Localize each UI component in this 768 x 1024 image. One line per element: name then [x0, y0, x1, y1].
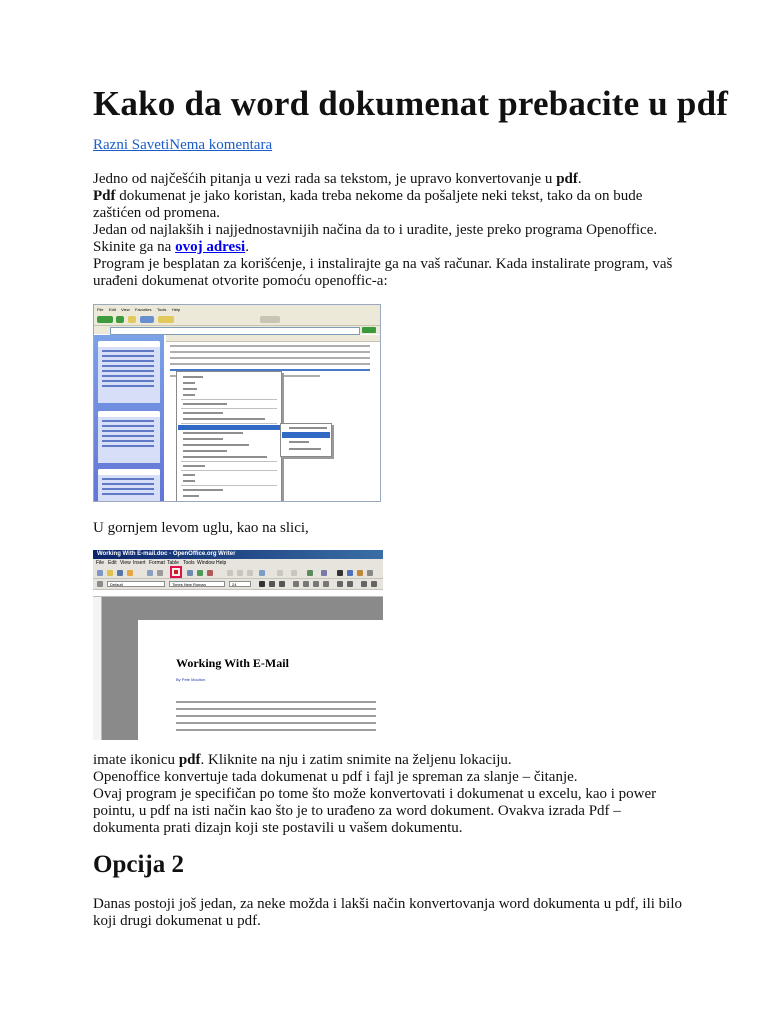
intro-line-1-text: Jedno od najčešćih pitanja u vezi rada sa tekstom, je upravo konvertovanje u [93, 171, 557, 187]
open-with-submenu [280, 423, 332, 457]
address-field [110, 327, 360, 335]
file-row [170, 345, 370, 347]
paste-icon [247, 570, 253, 576]
font-size-select[interactable] [229, 581, 251, 587]
search-icon [140, 316, 154, 323]
after-text [93, 752, 683, 837]
email-icon [127, 570, 133, 576]
document-text-line [176, 729, 376, 731]
download-link[interactable]: ovoj adresi [175, 239, 246, 255]
open-icon [107, 570, 113, 576]
save-icon [117, 570, 123, 576]
styles-icon [97, 581, 103, 587]
find-icon [337, 570, 343, 576]
copy-icon [237, 570, 243, 576]
document-text-line [176, 715, 376, 717]
cut-icon [227, 570, 233, 576]
intro-line-4-text: Program je besplatan za korišćenje, i instalirajte ga na vaš računar. Kada instalirate program, vaš urađeni dokumenat otvorite pomoću openoffic-a: [93, 256, 673, 289]
after-line-1-end: . Kliknite na nju i zatim snimite na željenu lokaciju. [200, 752, 512, 768]
explorer-menu-favorites: Favorites [135, 307, 152, 312]
file-row [170, 357, 370, 359]
go-icon [362, 327, 376, 333]
redo-icon [291, 570, 297, 576]
writer-menu-tools: Tools [183, 560, 195, 566]
align-left-icon [293, 581, 299, 587]
after-line-2-text: Openoffice konvertuje tada dokumenat u pdf i fajl je spreman za slanje – čitanje. [93, 769, 578, 785]
navigator-icon [347, 570, 353, 576]
writer-menu-insert: Insert [133, 560, 146, 566]
writer-menu-file: File [96, 560, 105, 566]
intro-line-3-text: Jedan od najlakših i najjednostavnijih načina da to i uradite, jeste preko programa Openoffice. Skinite ga na [93, 222, 658, 255]
explorer-address-bar [94, 326, 380, 334]
file-row [170, 351, 370, 353]
submenu-selected-item [282, 432, 330, 438]
folder-sync-icon [260, 316, 280, 323]
intro-line-2-text: dokumenat je jako koristan, kada treba nekome da pošaljete neki tekst, tako da on bude zaštićen od promena. [93, 188, 643, 221]
writer-menu-window: Window [197, 560, 215, 566]
edit-icon [147, 570, 153, 576]
writer-menu-edit: Edit [108, 560, 117, 566]
section-2-text: Danas postoji još jedan, za neke možda i lakši način konvertovanja word dokumenta u pdf, ili bilo koji drugi dokumenat u pdf. [93, 896, 683, 929]
screenshot-caption: U gornjem levom uglu, kao na slici, [93, 520, 309, 536]
folders-icon [158, 316, 174, 323]
article-title: Kako da word dokumenat prebacite u pdf [93, 84, 729, 123]
intro-text [93, 171, 683, 290]
explorer-screenshot [93, 304, 381, 502]
paragraph-style-value: Default [110, 582, 123, 587]
context-menu [176, 371, 282, 502]
after-line-3-text: Ovaj program je specifičan po tome što može konvertovati i dokumenat u excelu, kao i power pointu, u pdf na isti način kao što je to urađeno za word dokument. Ovakva izrada Pdf – dokumenta prati dizajn koji ste postavili u vašem dokumentu. [93, 786, 657, 836]
writer-document-page [138, 620, 383, 740]
explorer-menubar [94, 305, 380, 314]
font-name-value: Times New Roman [172, 582, 206, 587]
up-folder-icon [128, 316, 136, 323]
print-preview-icon [157, 570, 163, 576]
new-icon [97, 570, 103, 576]
intro-line-3-end: . [245, 239, 249, 255]
align-center-icon [303, 581, 309, 587]
gallery-icon [357, 570, 363, 576]
after-pdf-bold: pdf [178, 752, 201, 768]
indent-icon [361, 581, 367, 587]
writer-vertical-ruler [93, 597, 102, 740]
article-meta [93, 137, 272, 154]
comments-link[interactable]: Nema komentara [169, 137, 273, 153]
writer-menu-help: Help [216, 560, 227, 566]
file-list-columns [166, 335, 380, 342]
explorer-toolbar [94, 314, 380, 326]
paragraph-style-select[interactable] [107, 581, 165, 587]
intro-line-1-end: . [577, 171, 582, 187]
outdent-icon [371, 581, 377, 587]
export-pdf-icon[interactable] [170, 566, 182, 578]
autospell-icon [207, 570, 213, 576]
after-line-1-text: imate ikonicu [93, 752, 179, 768]
writer-menu-format: Format [149, 560, 165, 566]
file-folder-tasks-panel [98, 341, 160, 403]
explorer-task-pane [94, 335, 164, 501]
font-name-select[interactable] [169, 581, 225, 587]
explorer-menu-view: View [121, 307, 130, 312]
document-text-line [176, 722, 376, 724]
file-row [170, 363, 370, 365]
writer-standard-toolbar [93, 568, 383, 579]
document-byline: By Pete Moulton [176, 677, 206, 682]
intro-pdf-bold: pdf [556, 171, 578, 187]
section-heading: Opcija 2 [93, 851, 184, 878]
intro-pdf-bold-2: Pdf [93, 188, 116, 204]
explorer-menu-file: File [97, 307, 104, 312]
writer-menu-view: View [120, 560, 131, 566]
writer-formatting-toolbar [93, 579, 383, 590]
openoffice-screenshot [93, 550, 383, 740]
font-size-value: 24 [232, 582, 237, 587]
category-link[interactable]: Razni Saveti [93, 137, 170, 153]
data-sources-icon [367, 570, 373, 576]
bold-icon [259, 581, 265, 587]
table-icon [321, 570, 327, 576]
underline-icon [279, 581, 285, 587]
back-icon [97, 316, 113, 323]
writer-menu-table: Table [167, 560, 179, 566]
other-places-panel [98, 411, 160, 463]
numbering-icon [337, 581, 343, 587]
explorer-menu-edit: Edit [109, 307, 116, 312]
writer-window-title: Working With E-mail.doc - OpenOffice.org Writer [97, 551, 236, 557]
print-icon [187, 570, 193, 576]
details-panel [98, 469, 160, 502]
writer-ruler [93, 590, 383, 597]
format-paintbrush-icon [259, 570, 265, 576]
explorer-menu-help: Help [172, 307, 181, 312]
hyperlink-icon [307, 570, 313, 576]
explorer-menu-tools: Tools [157, 307, 167, 312]
align-right-icon [313, 581, 319, 587]
forward-icon [116, 316, 124, 323]
writer-titlebar [93, 550, 383, 559]
undo-icon [277, 570, 283, 576]
bullets-icon [347, 581, 353, 587]
open-with-highlight [178, 425, 280, 430]
document-text-line [176, 708, 376, 710]
spellcheck-icon [197, 570, 203, 576]
document-heading: Working With E-Mail [176, 656, 289, 670]
document-text-line [176, 701, 376, 703]
writer-menubar [93, 559, 383, 567]
italic-icon [269, 581, 275, 587]
justify-icon [323, 581, 329, 587]
